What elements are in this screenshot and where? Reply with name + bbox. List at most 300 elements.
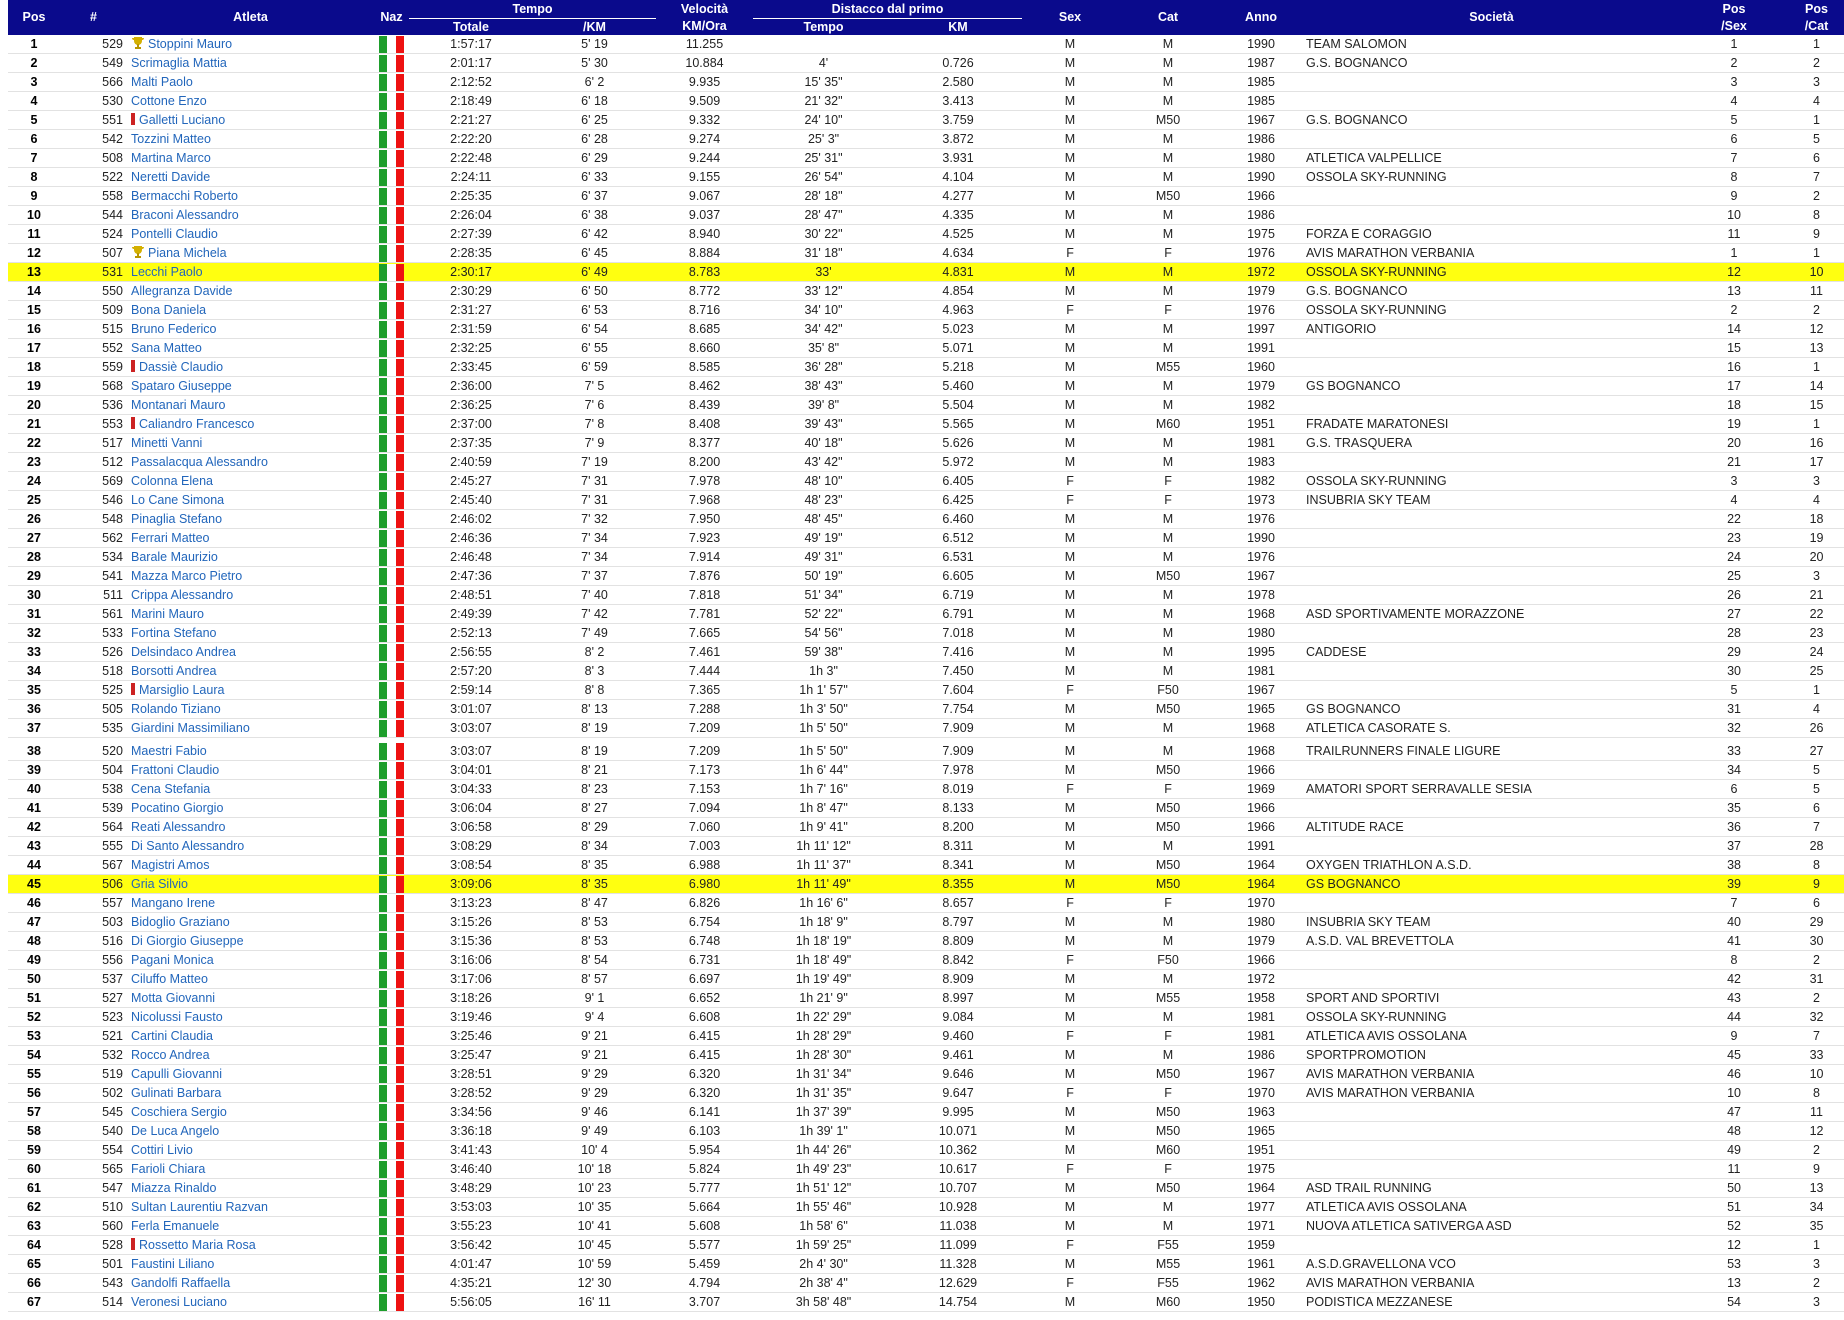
- table-row[interactable]: [8, 970, 1844, 989]
- table-row[interactable]: [8, 1236, 1844, 1255]
- table-row[interactable]: [8, 1122, 1844, 1141]
- cell-pace: 8' 54: [533, 951, 656, 970]
- cell-category: M: [1118, 54, 1218, 73]
- athlete-name-link[interactable]: Neretti Davide: [131, 170, 211, 184]
- table-row[interactable]: [8, 187, 1844, 206]
- athlete-name-link[interactable]: Coschiera Sergio: [131, 1105, 227, 1119]
- cell-athlete[interactable]: [127, 780, 374, 799]
- cell-pos: 66: [8, 1274, 60, 1293]
- table-row[interactable]: [8, 472, 1844, 491]
- athlete-name-link[interactable]: Di Giorgio Giuseppe: [131, 934, 244, 948]
- cell-year: 1964: [1218, 856, 1304, 875]
- cell-athlete[interactable]: [127, 913, 374, 932]
- athlete-name-link[interactable]: Giardini Massimiliano: [131, 721, 250, 735]
- cell-speed: 6.988: [656, 856, 753, 875]
- athlete-name-link[interactable]: Spataro Giuseppe: [131, 379, 232, 393]
- header-category[interactable]: Cat: [1118, 0, 1218, 35]
- cell-sex: M: [1022, 1008, 1118, 1027]
- table-row[interactable]: [8, 1141, 1844, 1160]
- cell-pace: 6' 25: [533, 111, 656, 130]
- athlete-name-link[interactable]: Lecchi Paolo: [131, 265, 203, 279]
- cell-athlete[interactable]: [127, 491, 374, 510]
- cell-athlete[interactable]: [127, 415, 374, 434]
- cell-total-time: 3:19:46: [409, 1008, 533, 1027]
- table-row[interactable]: [8, 1274, 1844, 1293]
- cell-team: G.S. BOGNANCO: [1304, 111, 1679, 130]
- cell-athlete[interactable]: [127, 73, 374, 92]
- athlete-name-link[interactable]: Ferrari Matteo: [131, 531, 210, 545]
- cell-athlete[interactable]: [127, 263, 374, 282]
- table-row[interactable]: [8, 719, 1844, 738]
- table-row[interactable]: [8, 1160, 1844, 1179]
- cell-athlete[interactable]: [127, 1046, 374, 1065]
- cell-bib: 503: [60, 913, 127, 932]
- table-row[interactable]: [8, 837, 1844, 856]
- cell-sex: M: [1022, 742, 1118, 761]
- table-row[interactable]: [8, 742, 1844, 761]
- cell-category: M50: [1118, 111, 1218, 130]
- table-row[interactable]: [8, 951, 1844, 970]
- cell-athlete[interactable]: [127, 111, 374, 130]
- cell-athlete[interactable]: [127, 605, 374, 624]
- athlete-name-link[interactable]: Barale Maurizio: [131, 550, 218, 564]
- table-row[interactable]: [8, 624, 1844, 643]
- table-row[interactable]: [8, 111, 1844, 130]
- cell-athlete[interactable]: [127, 206, 374, 225]
- athlete-name-link[interactable]: Cottone Enzo: [131, 94, 207, 108]
- athlete-name-link[interactable]: Magistri Amos: [131, 858, 210, 872]
- cell-gap-time: 1h 18' 49": [753, 951, 894, 970]
- table-row[interactable]: [8, 856, 1844, 875]
- cell-gap-time: 25' 3": [753, 130, 894, 149]
- cell-athlete[interactable]: [127, 1236, 374, 1255]
- cell-gap-km: 4.854: [894, 282, 1022, 301]
- athlete-name-link[interactable]: Maestri Fabio: [131, 744, 207, 758]
- athlete-name-link[interactable]: Mangano Irene: [131, 896, 216, 910]
- italy-flag-icon: [379, 435, 404, 452]
- cell-athlete[interactable]: [127, 818, 374, 837]
- table-row[interactable]: [8, 1217, 1844, 1236]
- cell-athlete[interactable]: [127, 1084, 374, 1103]
- athlete-name-link[interactable]: Borsotti Andrea: [131, 664, 217, 678]
- table-row[interactable]: [8, 799, 1844, 818]
- cell-total-time: 3:04:01: [409, 761, 533, 780]
- athlete-name-link[interactable]: Faustini Liliano: [131, 1257, 215, 1271]
- cell-pos-sex: 33: [1679, 742, 1789, 761]
- athlete-name-link[interactable]: Minetti Vanni: [131, 436, 203, 450]
- italy-flag-icon: [379, 606, 404, 623]
- cell-athlete[interactable]: [127, 472, 374, 491]
- athlete-name-link[interactable]: Cartini Claudia: [131, 1029, 213, 1043]
- header-team[interactable]: Società: [1304, 0, 1679, 35]
- table-row[interactable]: [8, 415, 1844, 434]
- cell-team: OXYGEN TRIATHLON A.S.D.: [1304, 856, 1679, 875]
- table-row[interactable]: [8, 377, 1844, 396]
- cell-athlete[interactable]: [127, 548, 374, 567]
- table-row[interactable]: [8, 206, 1844, 225]
- athlete-name-link[interactable]: Cena Stefania: [131, 782, 211, 796]
- athlete-name-link[interactable]: Bona Daniela: [131, 303, 207, 317]
- table-row[interactable]: [8, 225, 1844, 244]
- header-pos[interactable]: Pos: [8, 0, 60, 35]
- athlete-name-link[interactable]: Rolando Tiziano: [131, 702, 221, 716]
- cell-gap-km: 8.341: [894, 856, 1022, 875]
- cell-sex: F: [1022, 472, 1118, 491]
- cell-category: M50: [1118, 799, 1218, 818]
- table-row[interactable]: [8, 396, 1844, 415]
- cell-speed: 6.826: [656, 894, 753, 913]
- cell-pos: 50: [8, 970, 60, 989]
- athlete-name-link[interactable]: Gandolfi Raffaella: [131, 1276, 231, 1290]
- athlete-name-link[interactable]: Colonna Elena: [131, 474, 214, 488]
- athlete-name-link[interactable]: Allegranza Davide: [131, 284, 233, 298]
- athlete-name-link[interactable]: Pagani Monica: [131, 953, 214, 967]
- cell-nation: [374, 643, 409, 662]
- cell-team: A.S.D.GRAVELLONA VCO: [1304, 1255, 1679, 1274]
- cell-athlete[interactable]: [127, 282, 374, 301]
- table-row[interactable]: [8, 491, 1844, 510]
- cell-athlete[interactable]: [127, 761, 374, 780]
- athlete-name-link[interactable]: Tozzini Matteo: [131, 132, 211, 146]
- header-sex[interactable]: Sex: [1022, 0, 1118, 35]
- cell-speed: 6.754: [656, 913, 753, 932]
- cell-sex: M: [1022, 54, 1118, 73]
- table-row[interactable]: [8, 548, 1844, 567]
- cell-athlete[interactable]: [127, 54, 374, 73]
- athlete-name-link[interactable]: Reati Alessandro: [131, 820, 226, 834]
- athlete-name-link[interactable]: Crippa Alessandro: [131, 588, 234, 602]
- table-row[interactable]: [8, 605, 1844, 624]
- athlete-name-link[interactable]: Mazza Marco Pietro: [131, 569, 243, 583]
- cell-athlete[interactable]: [127, 1122, 374, 1141]
- athlete-name-link[interactable]: Capulli Giovanni: [131, 1067, 223, 1081]
- table-row[interactable]: [8, 339, 1844, 358]
- cell-category: M: [1118, 529, 1218, 548]
- cell-sex: M: [1022, 837, 1118, 856]
- cell-athlete[interactable]: [127, 1274, 374, 1293]
- cell-speed: 8.439: [656, 396, 753, 415]
- header-pace[interactable]: /KM: [533, 19, 656, 36]
- header-pos-cat[interactable]: Pos: [1789, 0, 1844, 19]
- table-row[interactable]: [8, 149, 1844, 168]
- table-row[interactable]: [8, 1008, 1844, 1027]
- cell-athlete[interactable]: [127, 130, 374, 149]
- table-row[interactable]: [8, 1293, 1844, 1312]
- athlete-name-link[interactable]: Sultan Laurentiu Razvan: [131, 1200, 268, 1214]
- table-row[interactable]: [8, 932, 1844, 951]
- italy-flag-icon: [379, 530, 404, 547]
- cell-athlete[interactable]: [127, 244, 374, 263]
- athlete-name-link[interactable]: Bruno Federico: [131, 322, 217, 336]
- cell-athlete[interactable]: [127, 700, 374, 719]
- cell-athlete[interactable]: [127, 932, 374, 951]
- athlete-name-link[interactable]: Martina Marco: [131, 151, 211, 165]
- athlete-name-link[interactable]: Nicolussi Fausto: [131, 1010, 223, 1024]
- cell-speed: 8.940: [656, 225, 753, 244]
- table-row[interactable]: [8, 263, 1844, 282]
- cell-athlete[interactable]: [127, 396, 374, 415]
- cell-athlete[interactable]: [127, 320, 374, 339]
- cell-bib: 517: [60, 434, 127, 453]
- athlete-name-link[interactable]: Miazza Rinaldo: [131, 1181, 217, 1195]
- cell-athlete[interactable]: [127, 168, 374, 187]
- cell-nation: [374, 1179, 409, 1198]
- header-bib[interactable]: #: [60, 0, 127, 35]
- cell-nation: [374, 149, 409, 168]
- cell-year: 1977: [1218, 1198, 1304, 1217]
- cell-gap-time: 28' 18": [753, 187, 894, 206]
- cell-athlete[interactable]: [127, 453, 374, 472]
- cell-athlete[interactable]: [127, 567, 374, 586]
- cell-athlete[interactable]: [127, 434, 374, 453]
- athlete-name-link[interactable]: Gria Silvio: [131, 877, 188, 891]
- athlete-name-link[interactable]: De Luca Angelo: [131, 1124, 220, 1138]
- cell-athlete[interactable]: [127, 377, 374, 396]
- table-row[interactable]: [8, 130, 1844, 149]
- table-row[interactable]: [8, 358, 1844, 377]
- athlete-name-link[interactable]: Stoppini Mauro: [148, 37, 233, 51]
- athlete-name-link[interactable]: Bermacchi Roberto: [131, 189, 238, 203]
- cell-athlete[interactable]: [127, 837, 374, 856]
- table-row[interactable]: [8, 818, 1844, 837]
- cell-athlete[interactable]: [127, 92, 374, 111]
- athlete-name-link[interactable]: Di Santo Alessandro: [131, 839, 245, 853]
- table-row[interactable]: [8, 282, 1844, 301]
- cell-sex: F: [1022, 951, 1118, 970]
- header-total-time[interactable]: Totale: [409, 19, 533, 36]
- athlete-name-link[interactable]: Braconi Alessandro: [131, 208, 239, 222]
- athlete-name-link[interactable]: Rossetto Maria Rosa: [139, 1238, 256, 1252]
- cell-pos-sex: 7: [1679, 149, 1789, 168]
- cell-athlete[interactable]: [127, 35, 374, 54]
- athlete-name-link[interactable]: Bidoglio Graziano: [131, 915, 230, 929]
- cell-total-time: 2:49:39: [409, 605, 533, 624]
- athlete-name-link[interactable]: Frattoni Claudio: [131, 763, 220, 777]
- table-row[interactable]: [8, 244, 1844, 263]
- athlete-name-link[interactable]: Ciluffo Matteo: [131, 972, 208, 986]
- cell-athlete[interactable]: [127, 1217, 374, 1236]
- cell-speed: 6.320: [656, 1065, 753, 1084]
- cell-bib: 530: [60, 92, 127, 111]
- table-row[interactable]: [8, 1065, 1844, 1084]
- cell-total-time: 2:12:52: [409, 73, 533, 92]
- cell-total-time: 3:08:29: [409, 837, 533, 856]
- table-row[interactable]: [8, 1046, 1844, 1065]
- cell-athlete[interactable]: [127, 1179, 374, 1198]
- table-row[interactable]: [8, 453, 1844, 472]
- table-row[interactable]: [8, 54, 1844, 73]
- athlete-name-link[interactable]: Caliandro Francesco: [139, 417, 255, 431]
- athlete-name-link[interactable]: Delsindaco Andrea: [131, 645, 236, 659]
- table-row[interactable]: [8, 894, 1844, 913]
- cell-pos: 8: [8, 168, 60, 187]
- cell-athlete[interactable]: [127, 970, 374, 989]
- cell-gap-time: 1h 28' 30": [753, 1046, 894, 1065]
- athlete-name-link[interactable]: Cottiri Livio: [131, 1143, 193, 1157]
- cell-team: [1304, 187, 1679, 206]
- table-row[interactable]: [8, 1198, 1844, 1217]
- athlete-name-link[interactable]: Piana Michela: [148, 246, 227, 260]
- cell-pos-cat: 9: [1789, 1160, 1844, 1179]
- cell-speed: 6.731: [656, 951, 753, 970]
- header-gap-time[interactable]: Tempo: [753, 19, 894, 36]
- italy-flag-icon: [379, 245, 404, 262]
- cell-athlete[interactable]: [127, 510, 374, 529]
- cell-gap-time: 39' 43": [753, 415, 894, 434]
- table-row[interactable]: [8, 780, 1844, 799]
- athlete-name-link[interactable]: Ferla Emanuele: [131, 1219, 220, 1233]
- cell-athlete[interactable]: [127, 187, 374, 206]
- cell-sex: M: [1022, 1217, 1118, 1236]
- athlete-name-link[interactable]: Gulinati Barbara: [131, 1086, 222, 1100]
- athlete-name-link[interactable]: Passalacqua Alessandro: [131, 455, 268, 469]
- cell-bib: 509: [60, 301, 127, 320]
- cell-athlete[interactable]: [127, 529, 374, 548]
- table-row[interactable]: [8, 681, 1844, 700]
- italy-flag-icon: [379, 378, 404, 395]
- athlete-name-link[interactable]: Montanari Mauro: [131, 398, 226, 412]
- table-row[interactable]: [8, 700, 1844, 719]
- cell-pos-cat: 6: [1789, 894, 1844, 913]
- table-row[interactable]: [8, 567, 1844, 586]
- athlete-name-link[interactable]: Marsiglio Laura: [139, 683, 225, 697]
- cell-speed: 8.408: [656, 415, 753, 434]
- cell-athlete[interactable]: [127, 875, 374, 894]
- cell-athlete[interactable]: [127, 339, 374, 358]
- cell-athlete[interactable]: [127, 856, 374, 875]
- table-row[interactable]: [8, 73, 1844, 92]
- cell-athlete[interactable]: [127, 643, 374, 662]
- table-row[interactable]: [8, 913, 1844, 932]
- cell-athlete[interactable]: [127, 1160, 374, 1179]
- athlete-name-link[interactable]: Pinaglia Stefano: [131, 512, 223, 526]
- cell-athlete[interactable]: [127, 1065, 374, 1084]
- cell-pace: 7' 34: [533, 548, 656, 567]
- cell-category: F: [1118, 780, 1218, 799]
- cell-team: [1304, 130, 1679, 149]
- cell-category: M50: [1118, 856, 1218, 875]
- cell-athlete[interactable]: [127, 301, 374, 320]
- cell-gap-time: 1h 18' 19": [753, 932, 894, 951]
- cell-athlete[interactable]: [127, 989, 374, 1008]
- athlete-name-link[interactable]: Galletti Luciano: [139, 113, 226, 127]
- cell-athlete[interactable]: [127, 951, 374, 970]
- italy-flag-icon: [379, 568, 404, 585]
- athlete-name-link[interactable]: Veronesi Luciano: [131, 1295, 227, 1309]
- cell-speed: 8.200: [656, 453, 753, 472]
- cell-athlete[interactable]: [127, 719, 374, 738]
- cell-athlete[interactable]: [127, 149, 374, 168]
- cell-athlete[interactable]: [127, 1027, 374, 1046]
- cell-athlete[interactable]: [127, 358, 374, 377]
- cell-athlete[interactable]: [127, 1293, 374, 1312]
- cell-total-time: 2:30:17: [409, 263, 533, 282]
- cell-athlete[interactable]: [127, 799, 374, 818]
- table-row[interactable]: [8, 761, 1844, 780]
- header-athlete[interactable]: Atleta: [127, 0, 374, 35]
- table-row[interactable]: [8, 434, 1844, 453]
- athlete-name-link[interactable]: Motta Giovanni: [131, 991, 216, 1005]
- header-pos-sex[interactable]: Pos: [1679, 0, 1789, 19]
- athlete-name-link[interactable]: Malti Paolo: [131, 75, 193, 89]
- table-row[interactable]: [8, 1103, 1844, 1122]
- table-row[interactable]: [8, 875, 1844, 894]
- header-nation[interactable]: Naz: [374, 0, 409, 35]
- cell-team: CADDESE: [1304, 643, 1679, 662]
- cell-nation: [374, 187, 409, 206]
- table-row[interactable]: [8, 35, 1844, 54]
- cell-athlete[interactable]: [127, 1198, 374, 1217]
- cell-athlete[interactable]: [127, 225, 374, 244]
- cell-athlete[interactable]: [127, 1103, 374, 1122]
- cell-athlete[interactable]: [127, 681, 374, 700]
- table-row[interactable]: [8, 1179, 1844, 1198]
- table-row[interactable]: [8, 586, 1844, 605]
- athlete-name-link[interactable]: Pontelli Claudio: [131, 227, 218, 241]
- cell-nation: [374, 719, 409, 738]
- athlete-name-link[interactable]: Rocco Andrea: [131, 1048, 210, 1062]
- cell-athlete[interactable]: [127, 894, 374, 913]
- cell-category: M: [1118, 1046, 1218, 1065]
- athlete-name-link[interactable]: Dassiè Claudio: [139, 360, 224, 374]
- table-row[interactable]: [8, 1027, 1844, 1046]
- cell-athlete[interactable]: [127, 1141, 374, 1160]
- table-row[interactable]: [8, 989, 1844, 1008]
- cell-year: 1980: [1218, 149, 1304, 168]
- table-row[interactable]: [8, 529, 1844, 548]
- athlete-name-link[interactable]: Fortina Stefano: [131, 626, 217, 640]
- cell-sex: M: [1022, 1103, 1118, 1122]
- header-speed[interactable]: Velocità: [656, 0, 753, 19]
- cell-speed: 7.923: [656, 529, 753, 548]
- cell-gap-time: 24' 10": [753, 111, 894, 130]
- athlete-name-link[interactable]: Lo Cane Simona: [131, 493, 225, 507]
- athlete-name-link[interactable]: Scrimaglia Mattia: [131, 56, 227, 70]
- table-row[interactable]: [8, 510, 1844, 529]
- athlete-name-link[interactable]: Marini Mauro: [131, 607, 204, 621]
- cell-year: 1968: [1218, 605, 1304, 624]
- table-row[interactable]: [8, 643, 1844, 662]
- cell-year: 1978: [1218, 586, 1304, 605]
- cell-sex: M: [1022, 761, 1118, 780]
- cell-category: M: [1118, 605, 1218, 624]
- cell-athlete[interactable]: [127, 624, 374, 643]
- table-row[interactable]: [8, 320, 1844, 339]
- cell-category: M50: [1118, 875, 1218, 894]
- cell-nation: [374, 1198, 409, 1217]
- cell-athlete[interactable]: [127, 586, 374, 605]
- italy-flag-icon: [379, 264, 404, 281]
- athlete-name-link[interactable]: Sana Matteo: [131, 341, 202, 355]
- cell-athlete[interactable]: [127, 662, 374, 681]
- cell-bib: 502: [60, 1084, 127, 1103]
- table-row[interactable]: [8, 1084, 1844, 1103]
- header-gap-km[interactable]: KM: [894, 19, 1022, 36]
- cell-pos-cat: 7: [1789, 818, 1844, 837]
- cell-pos: 18: [8, 358, 60, 377]
- header-year[interactable]: Anno: [1218, 0, 1304, 35]
- table-row[interactable]: [8, 1255, 1844, 1274]
- table-row[interactable]: [8, 92, 1844, 111]
- athlete-name-link[interactable]: Farioli Chiara: [131, 1162, 206, 1176]
- table-row[interactable]: [8, 662, 1844, 681]
- athlete-name-link[interactable]: Pocatino Giorgio: [131, 801, 224, 815]
- table-row[interactable]: [8, 301, 1844, 320]
- cell-athlete[interactable]: [127, 742, 374, 761]
- table-row[interactable]: [8, 168, 1844, 187]
- cell-athlete[interactable]: [127, 1008, 374, 1027]
- cell-athlete[interactable]: [127, 1255, 374, 1274]
